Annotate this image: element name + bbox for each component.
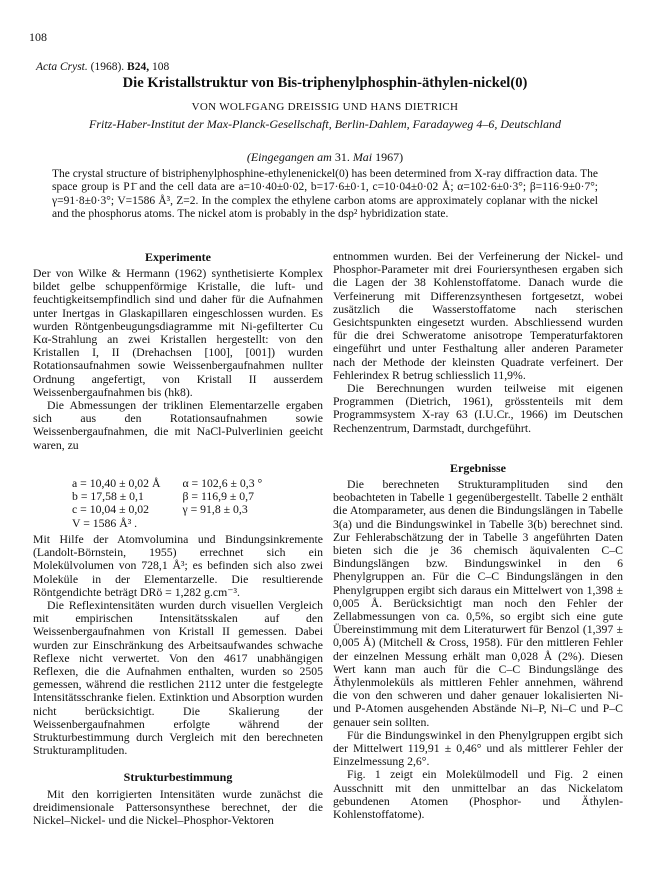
heading-experimente: Experimente xyxy=(145,250,211,264)
cell-value: c = 10,04 ± 0,02 xyxy=(72,503,150,517)
experimente-text-1 xyxy=(33,267,323,452)
received-label: (Eingegangen am xyxy=(246,150,332,164)
journal-year: (1968). xyxy=(90,61,125,73)
cell-row xyxy=(72,477,284,490)
experimente-paragraph-1: Der von Wilke & Hermann (1962) synthetisierte Komplex bildet gelbe schuppenförmige Kristalle, die luft- und feuchtigkeitsempfindlich sind und daher für die Aufnahmen unter Inertgas in Glaskapillaren eingeschlossen wurden. Es wurden Röntgenbeugungsdiagramme mit Ni-gefilterter Cu Kα-Strahlung an zwei Kristallen hergestellt: von den Kristallen I, II (Drehachsen [100], [001]) wurden Rotationsaufnahmen sowie Weissenbergaufnahmen nullter Ordnung angefertigt, von Kristall II ausserdem Weissenbergaufnahmen bis (hk8). xyxy=(33,267,323,399)
cell-row xyxy=(72,503,284,516)
cell-value: β = 116,9 ± 0,7 xyxy=(182,490,254,504)
heading-strukturbestimmung: Strukturbestimmung xyxy=(123,770,233,784)
received-date xyxy=(0,150,650,165)
strukturbestimmung-paragraph-1-cont: entnommen wurden. Bei der Verfeinerung der Nickel- und Phosphor-Parameter mit drei Fouriersynthesen ergaben sich die Lagen der 38 Kohlenstoffatome. Danach wurde die Verfeinerung mit Differenzsynthesen fortgesetzt, wobei zusätzlich die Wasserstoffatome nach sterischen Gesichtspunkten eingesetzt wurden. Abschliessend wurden für die drei Schweratome anisotrope Temperaturfaktoren eingeführt und unter Festhaltung aller anderen Parameter nach der Methode der kleinsten Quadrate verfeinert. Der Fehlerindex R betrug schliesslich 11,9%. xyxy=(333,250,623,382)
journal-name: Acta Cryst. xyxy=(36,61,88,73)
cell-value xyxy=(182,517,284,530)
cell-value: b = 17,58 ± 0,1 xyxy=(72,490,144,504)
journal-page: 108 xyxy=(151,61,170,73)
ergebnisse-paragraph-1: Die berechneten Strukturamplituden sind den beobachteten in Tabelle 1 gegenübergestellt. Tabelle 2 enthält die Atomparameter, aus denen die Bindungslängen in Tabelle 3(a) und die Bindungswinkel in Tabelle 3(b) berechnet sind. Zur Fehlerabschätzung der in Tabelle 3 angeführten Daten bieten sich die je 36 chemisch äquivalenten C–C Bindungslängen bzw. Bindungswinkel in den 6 Phenylgruppen an. Für die C–C Bindungslängen in den Phenylgruppen ergibt sich daraus ein Mittelwert von 1,398 ± 0,005 Å. Berücksichtigt man noch den Fehler der Zellabmessungen von ca. 0,5%, so ergibt sich eine gute Übereinstimmung mit dem Literaturwert für Benzol (1,397 ± 0,005 Å) (Mitchell & Cross, 1958). Für den mittleren Fehler der einzelnen Messung erhält man 0,028 Å (2%). Diesen Wert kann man auch für die C–C Bindungslänge des Äthylenmoleküls als mittleren Fehler annehmen, während die von den schweren und daher genauer lokalisierten Ni- und P-Atomen ausgehenden Abstände Ni–P, Ni–C und P–C genauer sein sollten. xyxy=(333,478,623,729)
authors: VON WOLFGANG DREISSIG UND HANS DIETRICH xyxy=(191,101,459,113)
journal-citation xyxy=(36,61,169,73)
cell-parameters-table xyxy=(72,477,284,530)
experimente-paragraph-2: Die Abmessungen der triklinen Elementarzelle ergaben sich aus den Rotationsaufnahmen sowie Weissenbergaufnahmen, die mit NaCl-Pulverlinien geeicht waren, zu xyxy=(33,399,323,452)
ergebnisse-paragraph-2: Für die Bindungswinkel in den Phenylgruppen ergibt sich der Mittelwert 119,91 ± 0,46° und als mittlerer Fehler der Einzelmessung 2,6°. xyxy=(333,728,623,769)
strukturbestimmung-text-1 xyxy=(33,788,323,828)
strukturbestimmung-paragraph-2: Die Berechnungen wurden teilweise mit eigenen Programmen (Dietrich, 1961), grösstenteils mit dem Programmsystem X-ray 63 (I.U.Cr., 1966) im Deutschen Rechenzentrum, Darmstadt, durchgeführt. xyxy=(333,382,623,435)
cell-value: V = 1586 Å³ . xyxy=(72,516,138,530)
received-month: Mai xyxy=(352,150,373,164)
article-title: Die Kristallstruktur von Bis-triphenylphosphin-äthylen-nickel(0) xyxy=(122,75,528,91)
abstract: The crystal structure of bistriphenylphosphine-ethylenenickel(0) has been determined from X-ray diffraction data. The space group is P1̄ and the cell data are a=10·40±0·02, b=17·6±0·1, c=10·04±0·02 Å; α=102·6±0·3°; β=116·9±0·7°; γ=91·8±0·3°; V=1586 Å³, Z=2. In the complex the ethylene carbon atoms are approximately coplanar with the nickel and the phosphorus atoms. The nickel atom is probably in the dsp² hybridization state. xyxy=(52,168,598,221)
ergebnisse-paragraph-3: Fig. 1 zeigt ein Molekülmodell und Fig. 2 einen Ausschnitt mit den unmittelbar an das Nickelatom gebundenen Atomen (Phosphor- und Äthylen-Kohlenstoffatome). xyxy=(333,768,623,822)
experimente-text-2 xyxy=(33,533,323,757)
experimente-paragraph-4: Die Reflexintensitäten wurden durch visuellen Vergleich mit empirischen Intensitätsskalen auf den Weissenbergaufnahmen von Kristall II gemessen. Dabei wurden zur Einschränkung des Arbeitsaufwandes schwache Reflexe nicht verwertet. Von den 4617 unabhängigen Reflexen, die die Aufnahmen enthalten, wurden so 2505 gemessen, während die restlichen 2112 unter die festgelegte Intensitätsschranke fielen. Extinktion und Absorption wurden nicht berücksichtigt. Die Skalierung der Weissenbergaufnahmen erfolgte während der Strukturbestimmung durch Vergleich mit den berechneten Strukturamplituden. xyxy=(33,599,323,758)
cell-value: γ = 91,8 ± 0,3 xyxy=(182,503,248,517)
ergebnisse-text xyxy=(333,478,623,821)
strukturbestimmung-text-2 xyxy=(333,250,623,435)
cell-row xyxy=(72,490,284,503)
cell-value: a = 10,40 ± 0,02 Å xyxy=(72,477,161,490)
page-number: 108 xyxy=(29,30,47,44)
journal-volume: B24, xyxy=(127,61,150,73)
received-day: 31. xyxy=(334,150,350,164)
cell-row xyxy=(72,517,284,530)
received-year: 1967) xyxy=(375,150,404,164)
experimente-paragraph-3: Mit Hilfe der Atomvolumina und Bindungsinkremente (Landolt-Börnstein, 1955) errechnet sich ein Molekülvolumen von 728,1 Å³; es befinden sich also zwei Moleküle in der Elementarzelle. Die resultierende Röntgendichte beträgt DRö = 1,282 g.cm⁻³. xyxy=(33,533,323,599)
strukturbestimmung-paragraph-1: Mit den korrigierten Intensitäten wurde zunächst die dreidimensionale Pattersonsynthese berechnet, der die Nickel–Nickel- und die Nickel–Phosphor-Vektoren xyxy=(33,788,323,828)
heading-ergebnisse: Ergebnisse xyxy=(449,461,506,475)
cell-value: α = 102,6 ± 0,3 ° xyxy=(182,477,263,490)
affiliation: Fritz-Haber-Institut der Max-Planck-Gesellschaft, Berlin-Dahlem, Faradayweg 4–6, Deutschland xyxy=(89,117,561,131)
